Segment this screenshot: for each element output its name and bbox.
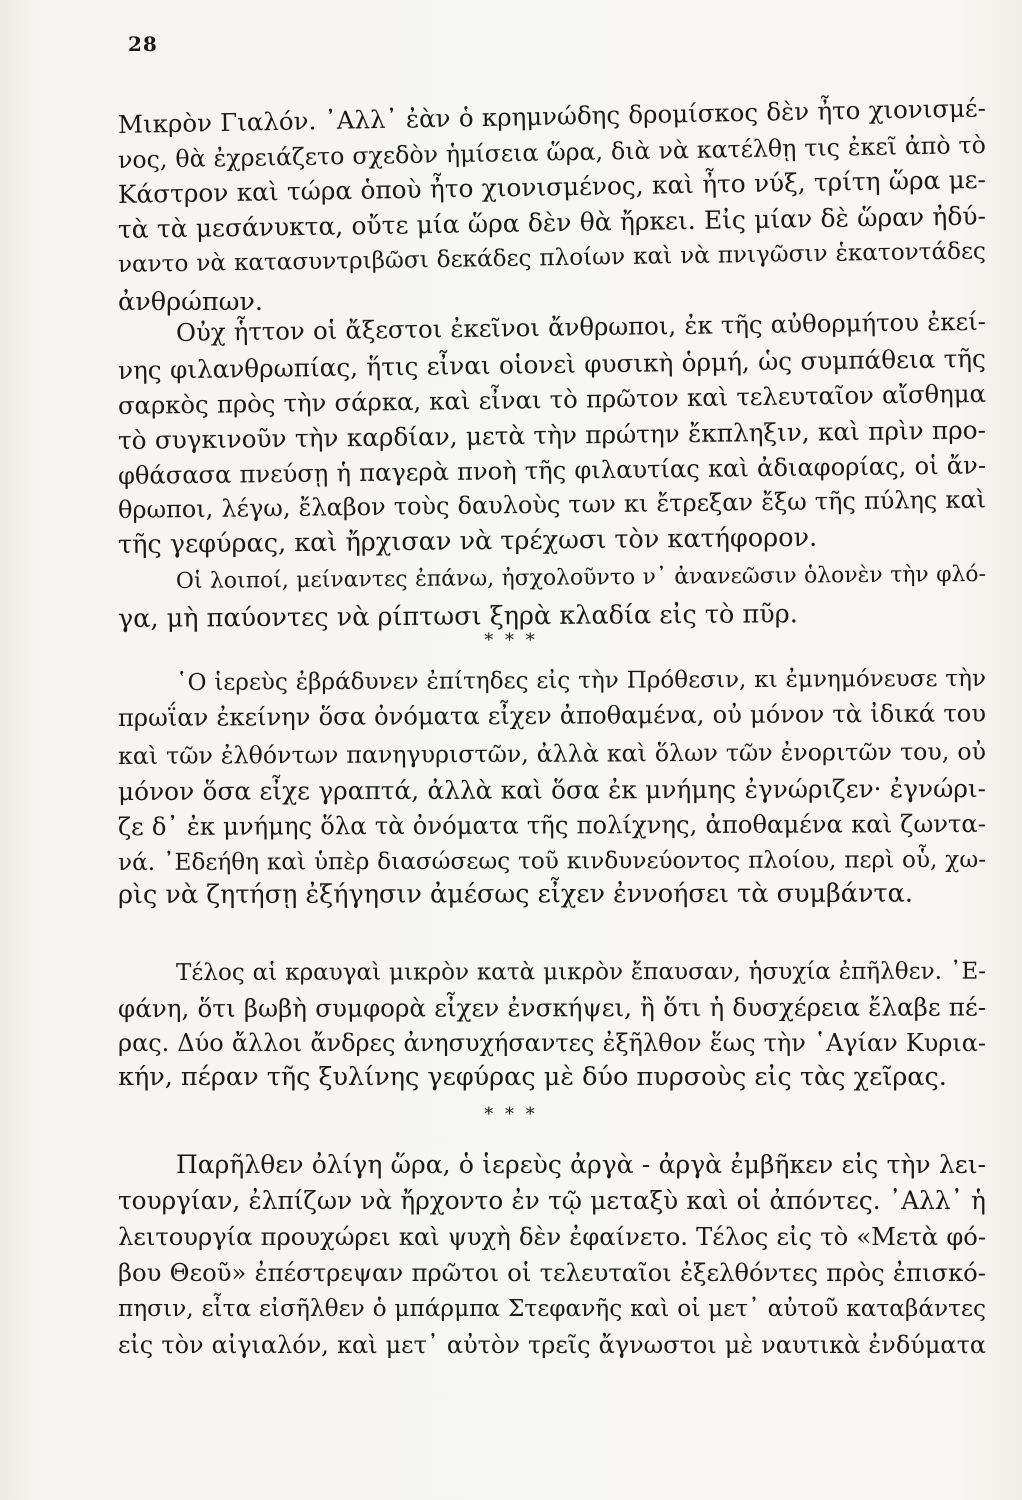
text-line: πησιν, εἶτα εἰσῆλθεν ὁ μπάρμπα Στεφανῆς καὶ οἱ μετ᾿ αὐτοῦ καταβάντες [118, 1295, 986, 1322]
section-separator: * * * [484, 1104, 538, 1125]
section-separator: * * * [484, 630, 538, 651]
text-line: μόνον ὅσα εἶχε γραπτά, ἀλλὰ καὶ ὅσα ἐκ μνήμης ἐγνώριζεν· ἐγνώρι- [117, 773, 987, 806]
text-line: εἰς τὸν αἰγιαλόν, καὶ μετ᾿ αὐτὸν τρεῖς ἄγνωστοι μὲ ναυτικὰ ἐνδύματα [118, 1331, 986, 1359]
text-line: ῾Ο ἱερεὺς ἐβράδυνεν ἐπίτηδες εἰς τὴν Πρόθεσιν, κι ἐμνημόνευσε τὴν [175, 665, 987, 696]
text-line: λειτουργία προυχώρει καὶ ψυχὴ δὲν ἐφαίνετο. Τέλος εἰς τὸ «Μετὰ φό- [118, 1223, 986, 1251]
text-line: ρας. Δύο ἄλλοι ἄνδρες ἀνησυχήσαντες ἐξῆλθον ἕως τὴν ῾Αγίαν Κυρια- [118, 1029, 986, 1057]
text-line: νος, θὰ ἐχρειάζετο σχεδὸν ἡμίσεια ὥρα, διὰ νὰ κατέλθῃ τις ἐκεῖ ἀπὸ τὸ [117, 130, 987, 174]
text-line: Οὐχ ἧττον οἱ ἄξεστοι ἐκεῖνοι ἄνθρωποι, ἐκ τῆς αὐθορμήτου ἐκεί- [175, 306, 987, 347]
text-line: τουργίαν, ἐλπίζων νὰ ἤρχοντο ἐν τῷ μεταξὺ καὶ οἱ ἀπόντες. ᾿Αλλ᾿ ἡ [118, 1186, 986, 1215]
text-line: πρωΐαν ἐκείνην ὅσα ὀνόματα εἶχεν ἀποθαμένα, οὐ μόνον τὰ ἰδικά του [117, 699, 987, 732]
text-line: Μικρὸν Γιαλόν. ᾿Αλλ᾿ ἐὰν ὁ κρημνώδης δρομίσκος δὲν ἦτο χιονισμέ- [117, 93, 987, 139]
text-line: βου Θεοῦ» ἐπέστρεψαν πρῶτοι οἱ τελευταῖοι ἐξελθόντες πρὸς ἐπισκό- [118, 1258, 986, 1287]
text-line: ρὶς νὰ ζητήσῃ ἐξήγησιν ἀμέσως εἶχεν ἐννοήσει τὰ συμβάντα. [117, 878, 913, 910]
text-line: νά. ᾿Εδεήθη καὶ ὑπὲρ διασώσεως τοῦ κινδυνεύοντος πλοίου, περὶ οὗ, χω- [117, 845, 987, 876]
text-line: θρωποι, λέγω, ἔλαβον τοὺς δαυλοὺς των κι ἔτρεξαν ἔξω τῆς πύλης καὶ [117, 485, 987, 524]
text-line: Κάστρον καὶ τώρα ὁποὺ ἦτο χιονισμένος, καὶ ἦτο νύξ, τρίτη ὥρα με- [117, 164, 987, 209]
text-line: σαρκὸς πρὸς τὴν σάρκα, καὶ εἶναι τὸ πρῶτον καὶ τελευταῖον αἴσθημα [117, 378, 987, 420]
text-line: Οἱ λοιποί, μείναντες ἐπάνω, ἠσχολοῦντο ν᾿ ἀνανεῶσιν ὁλονὲν τὴν φλό- [175, 561, 987, 594]
text-line: ζε δ᾿ ἐκ μνήμης ὅλα τὰ ὀνόματα τῆς πολίχνης, ἀποθαμένα καὶ ζωντα- [117, 808, 987, 841]
text-line: φθάσασα πνεύσῃ ἡ παγερὰ πνοὴ τῆς φιλαυτίας καὶ ἀδιαφορίας, οἱ ἄν- [117, 451, 987, 490]
text-line: κήν, πέραν τῆς ξυλίνης γεφύρας μὲ δύο πυρσοὺς εἰς τὰς χεῖρας. [118, 1062, 947, 1092]
text-line: τὸ συγκινοῦν τὴν καρδίαν, μετὰ τὴν πρώτην ἔκπληξιν, καὶ πρὶν προ- [117, 415, 987, 455]
text-line: τὰ τὰ μεσάνυκτα, οὔτε μία ὥρα δὲν θὰ ἤρκει. Εἰς μίαν δὲ ὥραν ἠδύ- [117, 201, 987, 244]
text-line: γα, μὴ παύοντες νὰ ρίπτωσι ξηρὰ κλαδία εἰς τὸ πῦρ. [117, 599, 798, 634]
text-line: Παρῆλθεν ὀλίγη ὥρα, ὁ ἱερεὺς ἀργὰ - ἀργὰ ἐμβῆκεν εἰς τὴν λει- [176, 1150, 986, 1179]
text-line: Τέλος αἱ κραυγαὶ μικρὸν κατὰ μικρὸν ἔπαυσαν, ἡσυχία ἐπῆλθεν. ᾿Ε- [175, 958, 987, 986]
text-line: νης φιλανθρωπίας, ἥτις εἶναι οἱονεὶ φυσικὴ ὁρμή, ὡς συμπάθεια τῆς [117, 343, 987, 385]
text-line: ναντο νὰ κατασυντριβῶσι δεκάδες πλοίων καὶ νὰ πνιγῶσιν ἑκατοντάδες [117, 238, 987, 278]
text-line: φάνη, ὅτι βωβὴ συμφορὰ εἶχεν ἐνσκήψει, ἢ ὅτι ἡ δυσχέρεια ἔλαβε πέ- [117, 992, 987, 1023]
text-line: καὶ τῶν ἐλθόντων πανηγυριστῶν, ἀλλὰ καὶ ὅλων τῶν ἐνοριτῶν του, οὐ [117, 737, 987, 770]
text-line: ἀνθρώπων. [118, 287, 264, 317]
page-number: 28 [128, 32, 158, 56]
text-line: τῆς γεφύρας, καὶ ἤρχισαν νὰ τρέχωσι τὸν κατήφορον. [117, 522, 818, 560]
